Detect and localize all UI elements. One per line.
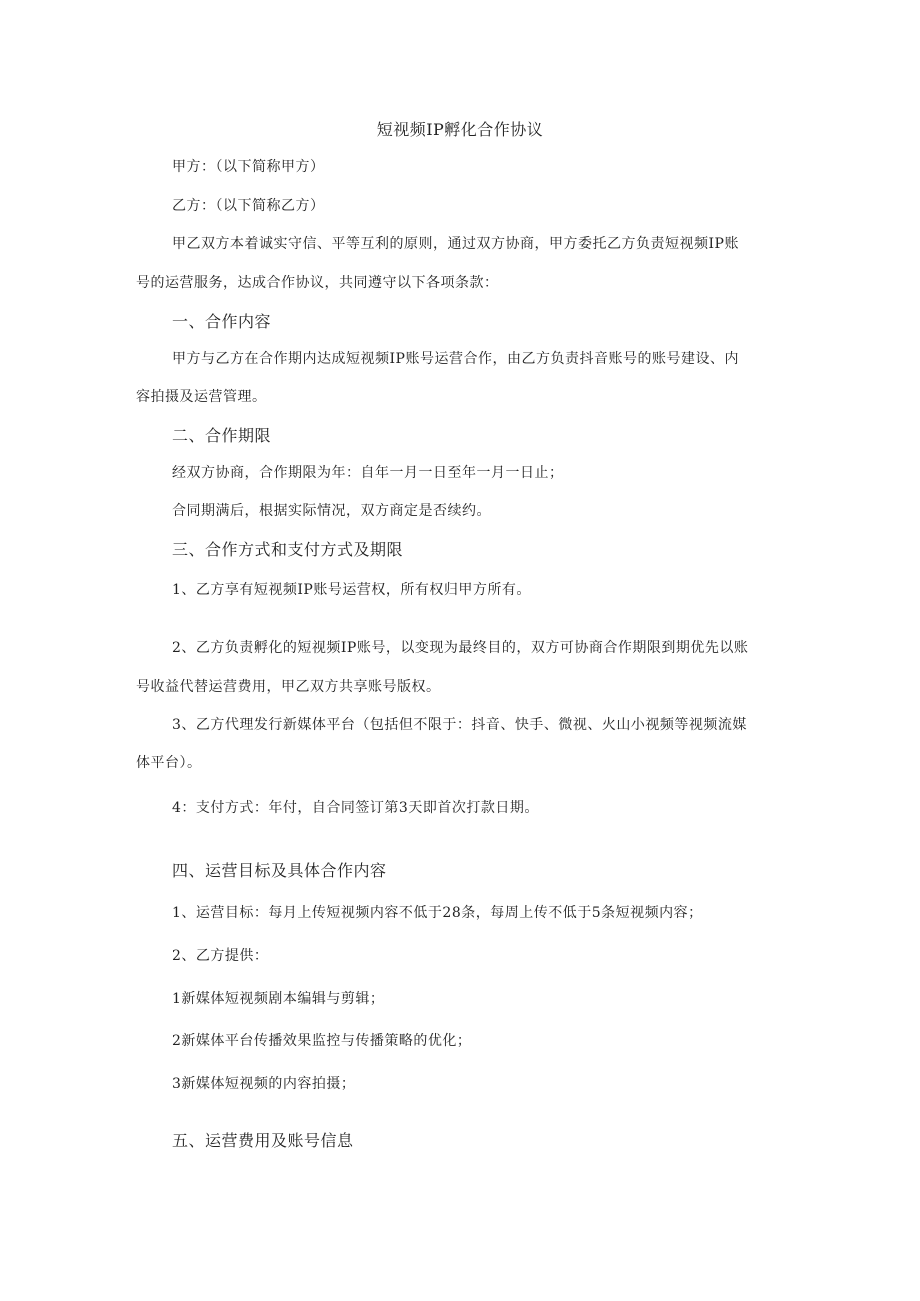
document-title: 短视频IP孵化合作协议 bbox=[376, 120, 544, 139]
section-4-item-2: 2、乙方提供： bbox=[172, 948, 269, 964]
section-4-heading: 四、运营目标及具体合作内容 bbox=[172, 861, 387, 880]
section-3-item-1: 1、乙方享有短视频IP账号运营权，所有权归甲方所有。 bbox=[172, 582, 531, 598]
section-2-line-1: 经双方协商，合作期限为年：自年一月一日至年一月一日止； bbox=[172, 465, 564, 481]
section-3-item-3-line-2: 体平台）。 bbox=[136, 755, 202, 771]
section-1-line-1: 甲方与乙方在合作期内达成短视频IP账号运营合作，由乙方负责抖音账号的账号建设、内 bbox=[172, 351, 739, 367]
section-4-sub-2: 2新媒体平台传播效果监控与传播策略的优化； bbox=[172, 1033, 472, 1049]
preamble-line-2: 号的运营服务，达成合作协议，共同遵守以下各项条款： bbox=[136, 275, 499, 291]
section-3-item-3-line-1: 3、乙方代理发行新媒体平台（包括但不限于：抖音、快手、微视、火山小视频等视频流媒 bbox=[172, 717, 747, 733]
section-2-line-2: 合同期满后，根据实际情况，双方商定是否续约。 bbox=[172, 503, 491, 519]
preamble-line-1: 甲乙双方本着诚实守信、平等互利的原则，通过双方协商，甲方委托乙方负责短视频IP账 bbox=[172, 236, 739, 252]
section-3-item-2-line-1: 2、乙方负责孵化的短视频IP账号，以变现为最终目的，双方可协商合作期限到期优先以账 bbox=[172, 640, 749, 656]
section-3-heading: 三、合作方式和支付方式及期限 bbox=[172, 540, 404, 559]
section-2-heading: 二、合作期限 bbox=[172, 426, 272, 445]
section-5-heading: 五、运营费用及账号信息 bbox=[172, 1131, 354, 1150]
party-b-line: 乙方：（以下简称乙方） bbox=[172, 198, 325, 214]
section-3-item-2-line-2: 号收益代替运营费用，甲乙双方共享账号版权。 bbox=[136, 679, 441, 695]
party-a-line: 甲方：（以下简称甲方） bbox=[172, 159, 325, 175]
section-1-line-2: 容拍摄及运营管理。 bbox=[136, 389, 267, 405]
section-3-item-4: 4：支付方式：年付，自合同签订第3天即首次打款日期。 bbox=[172, 800, 539, 816]
section-1-heading: 一、合作内容 bbox=[172, 312, 272, 331]
section-4-item-1: 1、运营目标：每月上传短视频内容不低于28条，每周上传不低于5条短视频内容； bbox=[172, 905, 703, 921]
section-4-sub-1: 1新媒体短视频剧本编辑与剪辑； bbox=[172, 991, 385, 1007]
section-4-sub-3: 3新媒体短视频的内容拍摄； bbox=[172, 1076, 356, 1092]
